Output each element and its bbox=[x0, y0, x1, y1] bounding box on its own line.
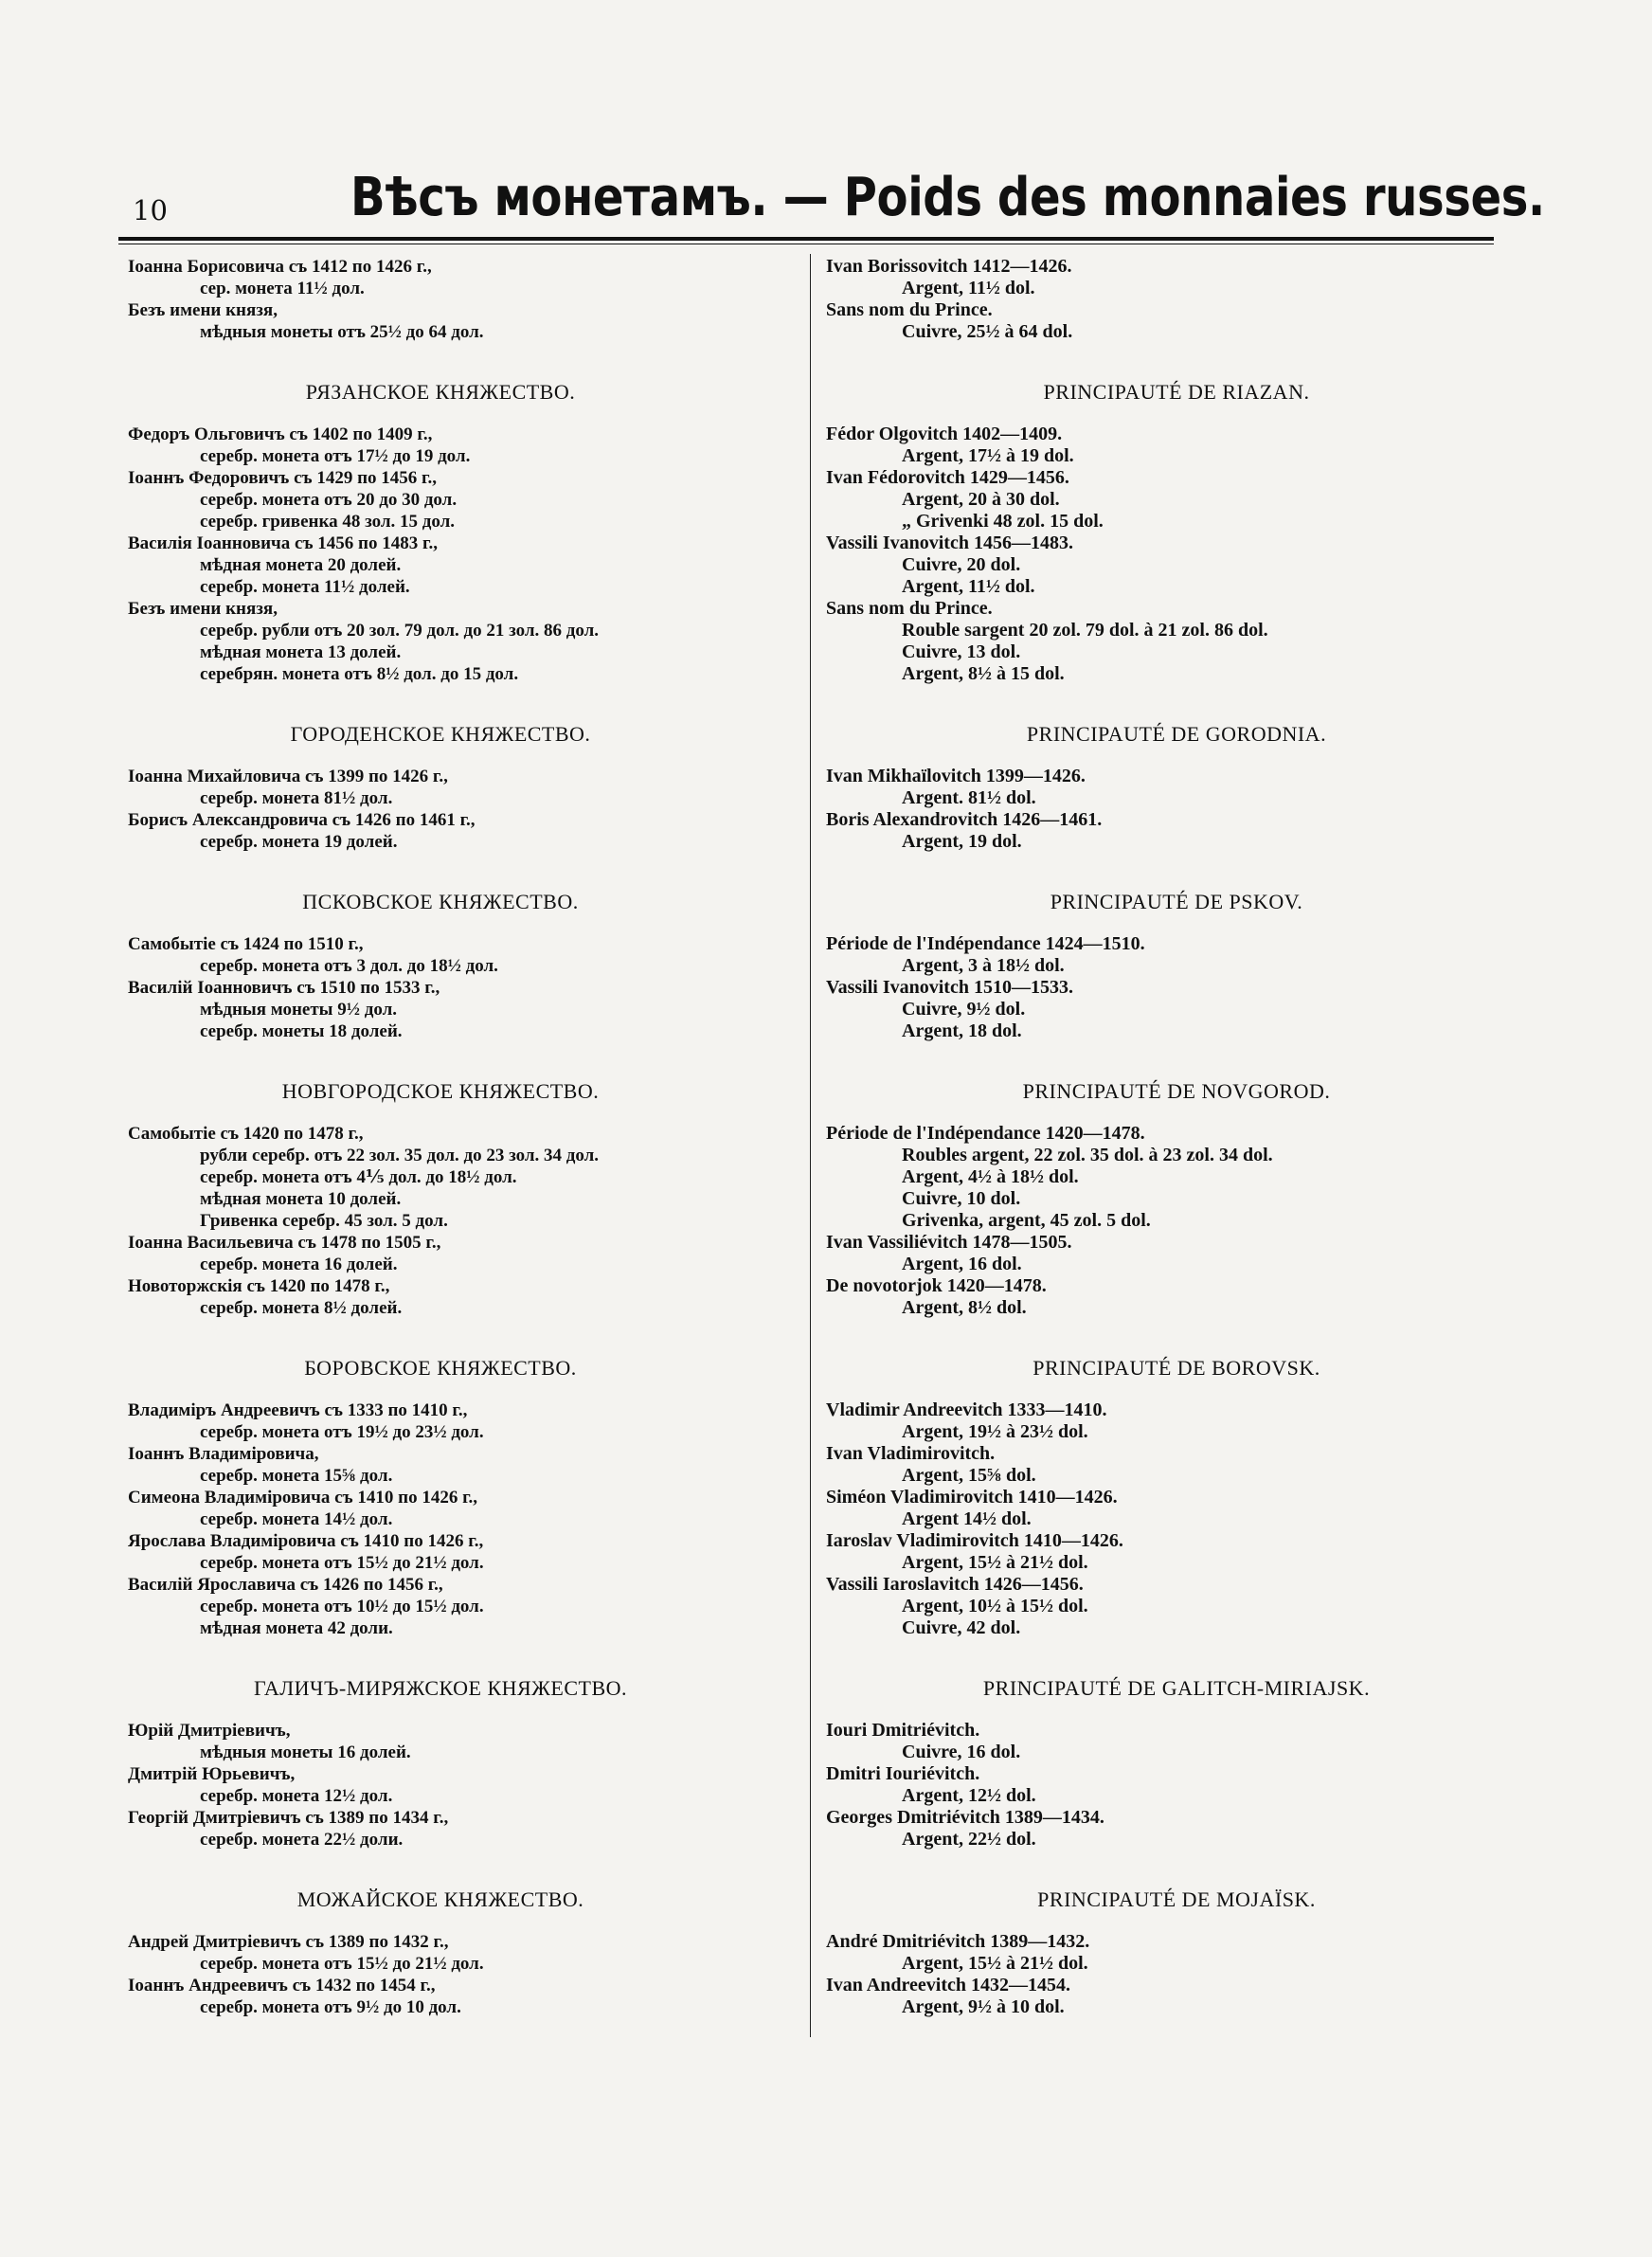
entry-detail: Argent, 19½ à 23½ dol. bbox=[902, 1421, 1088, 1442]
entry-ruler: Ivan Borissovitch 1412—1426. bbox=[826, 256, 1072, 277]
principality-section bbox=[826, 1677, 1470, 1851]
entry-detail: Argent. 81½ dol. bbox=[902, 787, 1036, 808]
intro-block bbox=[826, 256, 1470, 343]
section-heading: БОРОВСКОЕ КНЯЖЕСТВО. bbox=[304, 1356, 577, 1380]
entry-detail: Cuivre, 20 dol. bbox=[902, 554, 1021, 575]
principality-section bbox=[826, 381, 1470, 685]
entry-detail: Cuivre, 9½ dol. bbox=[902, 999, 1026, 1020]
entry-ruler: Ivan Fédorovitch 1429—1456. bbox=[826, 467, 1069, 488]
entry-detail: мѣдная монета 20 долей. bbox=[200, 555, 402, 575]
entry-detail: серебр. гривенка 48 зол. 15 дол. bbox=[200, 512, 456, 532]
entry-detail: серебр. монета 15⅝ дол. bbox=[200, 1466, 393, 1486]
entry-ruler: Безъ имени князя, bbox=[128, 300, 278, 320]
entry-detail: Гривенка серебр. 45 зол. 5 дол. bbox=[200, 1211, 448, 1231]
entry-detail: мѣдныя монеты отъ 25½ до 64 дол. bbox=[200, 322, 484, 342]
intro-block bbox=[128, 256, 791, 343]
entry-ruler: Ivan Vladimirovitch. bbox=[826, 1443, 996, 1464]
principality-section bbox=[826, 723, 1470, 853]
entry-detail: Argent 14½ dol. bbox=[902, 1508, 1032, 1529]
entry-ruler: André Dmitriévitch 1389—1432. bbox=[826, 1931, 1090, 1952]
entry-detail: серебр. монета отъ 3 дол. до 18½ дол. bbox=[200, 956, 498, 976]
entry-detail: серебрян. монета отъ 8½ дол. до 15 дол. bbox=[200, 664, 519, 684]
entry-detail: Cuivre, 16 dol. bbox=[902, 1742, 1021, 1762]
page-title: Вѣсъ монетамъ. — Poids des monnaies russes. bbox=[350, 167, 1545, 228]
entry-detail: мѣдная монета 42 доли. bbox=[200, 1618, 393, 1638]
entry-detail: серебр. монета 8½ долей. bbox=[200, 1298, 403, 1318]
entry-detail: Cuivre, 10 dol. bbox=[902, 1188, 1021, 1209]
entry-detail: серебр. монета 81½ дол. bbox=[200, 788, 393, 808]
entry-detail: Argent, 15⅝ dol. bbox=[902, 1465, 1036, 1486]
principality-section bbox=[128, 1357, 791, 1639]
entry-ruler: Vassili Ivanovitch 1456—1483. bbox=[826, 533, 1073, 553]
entry-ruler: Дмитрій Юрьевичъ, bbox=[128, 1764, 296, 1784]
entry-detail: Argent, 9½ à 10 dol. bbox=[902, 1996, 1065, 2017]
entry-ruler: Іоанна Борисовича съ 1412 по 1426 г., bbox=[128, 257, 432, 277]
entry-ruler: Новоторжскія съ 1420 по 1478 г., bbox=[128, 1276, 390, 1296]
entry-detail: Argent, 12½ dol. bbox=[902, 1785, 1036, 1806]
principality-section bbox=[128, 891, 791, 1042]
entry-detail: мѣдныя монеты 9½ дол. bbox=[200, 1000, 398, 1020]
entry-detail: Argent, 10½ à 15½ dol. bbox=[902, 1596, 1088, 1616]
entry-ruler: Іоаннъ Федоровичъ съ 1429 по 1456 г., bbox=[128, 468, 438, 488]
section-heading: МОЖАЙСКОЕ КНЯЖЕСТВО. bbox=[296, 1887, 584, 1911]
principality-section bbox=[826, 1357, 1470, 1639]
entry-ruler: Vladimir Andreevitch 1333—1410. bbox=[826, 1399, 1107, 1420]
section-heading: ПСКОВСКОЕ КНЯЖЕСТВО. bbox=[302, 890, 579, 913]
entry-ruler: Dmitri Iouriévitch. bbox=[826, 1763, 980, 1784]
entry-ruler: Ярослава Владиміровича съ 1410 по 1426 г., bbox=[128, 1531, 484, 1551]
french-column bbox=[826, 256, 1470, 2018]
entry-ruler: Ivan Andreevitch 1432—1454. bbox=[826, 1975, 1070, 1995]
entry-ruler: Iaroslav Vladimirovitch 1410—1426. bbox=[826, 1530, 1123, 1551]
entry-detail: серебр. монета 19 долей. bbox=[200, 832, 398, 852]
entry-detail: серебр. монета 14½ дол. bbox=[200, 1509, 393, 1529]
entry-detail: Argent, 19 dol. bbox=[902, 831, 1022, 852]
entry-detail: серебр. монета отъ 15½ до 21½ дол. bbox=[200, 1553, 484, 1573]
entry-detail: Argent, 8½ à 15 dol. bbox=[902, 663, 1065, 684]
section-heading: РЯЗАНСКОЕ КНЯЖЕСТВО. bbox=[305, 380, 576, 404]
entry-detail: серебр. монета 11½ долей. bbox=[200, 577, 410, 597]
entry-detail: серебр. монета 22½ доли. bbox=[200, 1830, 404, 1850]
entry-detail: Argent, 17½ à 19 dol. bbox=[902, 445, 1074, 466]
entry-detail: Argent, 22½ dol. bbox=[902, 1829, 1036, 1850]
entry-ruler: Федоръ Ольговичъ съ 1402 по 1409 г., bbox=[128, 424, 433, 444]
entry-ruler: Іоаннъ Владиміровича, bbox=[128, 1444, 319, 1464]
page-number: 10 bbox=[133, 194, 168, 226]
entry-detail: сер. монета 11½ дол. bbox=[200, 279, 365, 298]
entry-detail: серебр. монета отъ 20 до 30 дол. bbox=[200, 490, 458, 510]
entry-detail: Argent, 11½ dol. bbox=[902, 278, 1035, 298]
principality-section bbox=[826, 1888, 1470, 2018]
entry-detail: Argent, 8½ dol. bbox=[902, 1297, 1027, 1318]
entry-ruler: Sans nom du Prince. bbox=[826, 299, 993, 320]
section-heading: ГОРОДЕНСКОЕ КНЯЖЕСТВО. bbox=[290, 722, 591, 746]
entry-ruler: Іоаннъ Андреевичъ съ 1432 по 1454 г., bbox=[128, 1976, 436, 1995]
entry-detail: мѣдная монета 10 долей. bbox=[200, 1189, 402, 1209]
section-heading: PRINCIPAUTÉ DE RIAZAN. bbox=[1043, 380, 1310, 404]
russian-column bbox=[128, 256, 791, 2018]
header-rule bbox=[118, 237, 1494, 244]
entry-ruler: Ivan Mikhaïlovitch 1399—1426. bbox=[826, 766, 1086, 786]
entry-ruler: Андрей Дмитріевичъ съ 1389 по 1432 г., bbox=[128, 1932, 449, 1952]
entry-detail: Cuivre, 13 dol. bbox=[902, 641, 1021, 662]
entry-ruler: Симеона Владиміровича съ 1410 по 1426 г., bbox=[128, 1488, 478, 1508]
entry-detail: серебр. монета отъ 4⅕ дол. до 18½ дол. bbox=[200, 1167, 517, 1187]
principality-section bbox=[826, 1080, 1470, 1319]
entry-detail: Argent, 3 à 18½ dol. bbox=[902, 955, 1065, 976]
entry-ruler: Vassili Iaroslavitch 1426—1456. bbox=[826, 1574, 1084, 1595]
principality-section bbox=[128, 381, 791, 685]
entry-ruler: Iouri Dmitriévitch. bbox=[826, 1720, 980, 1741]
entry-detail: серебр. монета отъ 10½ до 15½ дол. bbox=[200, 1597, 484, 1616]
entry-ruler: De novotorjok 1420—1478. bbox=[826, 1275, 1047, 1296]
entry-ruler: Vassili Ivanovitch 1510—1533. bbox=[826, 977, 1073, 998]
entry-detail: серебр. монета 12½ дол. bbox=[200, 1786, 393, 1806]
entry-ruler: Самобытіе съ 1420 по 1478 г., bbox=[128, 1124, 364, 1144]
entry-detail: Argent, 18 dol. bbox=[902, 1020, 1022, 1041]
entry-detail: Cuivre, 25½ à 64 dol. bbox=[902, 321, 1073, 342]
principality-section bbox=[128, 1080, 791, 1319]
entry-ruler: Юрій Дмитріевичъ, bbox=[128, 1721, 291, 1741]
entry-ruler: Самобытіе съ 1424 по 1510 г., bbox=[128, 934, 364, 954]
entry-ruler: Sans nom du Prince. bbox=[826, 598, 993, 619]
entry-ruler: Siméon Vladimirovitch 1410—1426. bbox=[826, 1487, 1118, 1508]
entry-detail: серебр. монета отъ 17½ до 19 дол. bbox=[200, 446, 471, 466]
entry-ruler: Василій Іоанновичъ съ 1510 по 1533 г., bbox=[128, 978, 440, 998]
entry-detail: серебр. монета 16 долей. bbox=[200, 1255, 398, 1274]
entry-detail: Grivenka, argent, 45 zol. 5 dol. bbox=[902, 1210, 1151, 1231]
entry-ruler: Période de l'Indépendance 1424—1510. bbox=[826, 933, 1145, 954]
entry-ruler: Борисъ Александровича съ 1426 по 1461 г., bbox=[128, 810, 476, 830]
section-heading: PRINCIPAUTÉ DE NOVGOROD. bbox=[1022, 1079, 1331, 1103]
section-heading: НОВГОРОДСКОЕ КНЯЖЕСТВО. bbox=[281, 1079, 600, 1103]
entry-detail: Roubles argent, 22 zol. 35 dol. à 23 zol. 34 dol. bbox=[902, 1145, 1273, 1165]
section-heading: PRINCIPAUTÉ DE GALITCH-MIRIAJSK. bbox=[982, 1676, 1371, 1700]
section-heading: PRINCIPAUTÉ DE BOROVSK. bbox=[1032, 1356, 1320, 1380]
entry-detail: Rouble sargent 20 zol. 79 dol. à 21 zol. 86 dol. bbox=[902, 620, 1268, 641]
entry-ruler: Іоанна Михайловича съ 1399 по 1426 г., bbox=[128, 767, 448, 786]
entry-detail: Argent, 20 à 30 dol. bbox=[902, 489, 1060, 510]
entry-ruler: Fédor Olgovitch 1402—1409. bbox=[826, 424, 1063, 444]
entry-ruler: Période de l'Indépendance 1420—1478. bbox=[826, 1123, 1145, 1144]
entry-detail: серебр. монета отъ 19½ до 23½ дол. bbox=[200, 1422, 484, 1442]
entry-detail: серебр. рубли отъ 20 зол. 79 дол. до 21 зол. 86 дол. bbox=[200, 621, 600, 641]
entry-detail: „ Grivenki 48 zol. 15 dol. bbox=[902, 511, 1104, 532]
entry-ruler: Владиміръ Андреевичъ съ 1333 по 1410 г., bbox=[128, 1400, 468, 1420]
entry-detail: серебр. монета отъ 9½ до 10 дол. bbox=[200, 1997, 461, 2017]
entry-detail: мѣдная монета 13 долей. bbox=[200, 642, 402, 662]
entry-detail: Argent, 16 dol. bbox=[902, 1254, 1022, 1274]
entry-detail: серебр. монета отъ 15½ до 21½ дол. bbox=[200, 1954, 484, 1974]
entry-ruler: Ivan Vassiliévitch 1478—1505. bbox=[826, 1232, 1072, 1253]
principality-section bbox=[128, 1888, 791, 2018]
entry-detail: серебр. монеты 18 долей. bbox=[200, 1021, 403, 1041]
entry-ruler: Іоанна Васильевича съ 1478 по 1505 г., bbox=[128, 1233, 441, 1253]
entry-ruler: Василій Ярославича съ 1426 по 1456 г., bbox=[128, 1575, 443, 1595]
entry-detail: Argent, 15½ à 21½ dol. bbox=[902, 1953, 1088, 1974]
principality-section bbox=[826, 891, 1470, 1042]
entry-ruler: Georges Dmitriévitch 1389—1434. bbox=[826, 1807, 1104, 1828]
entry-ruler: Boris Alexandrovitch 1426—1461. bbox=[826, 809, 1103, 830]
section-heading: PRINCIPAUTÉ DE GORODNIA. bbox=[1026, 722, 1327, 746]
entry-detail: Argent, 4½ à 18½ dol. bbox=[902, 1166, 1079, 1187]
principality-section bbox=[128, 1677, 791, 1851]
column-divider bbox=[810, 254, 811, 2037]
entry-detail: Cuivre, 42 dol. bbox=[902, 1617, 1021, 1638]
entry-ruler: Безъ имени князя, bbox=[128, 599, 278, 619]
entry-ruler: Василія Іоанновича съ 1456 по 1483 г., bbox=[128, 533, 438, 553]
principality-section bbox=[128, 723, 791, 853]
section-heading: ГАЛИЧЪ-МИРЯЖСКОЕ КНЯЖЕСТВО. bbox=[254, 1676, 627, 1700]
entry-detail: Argent, 11½ dol. bbox=[902, 576, 1035, 597]
entry-detail: Argent, 15½ à 21½ dol. bbox=[902, 1552, 1088, 1573]
entry-ruler: Георгій Дмитріевичъ съ 1389 по 1434 г., bbox=[128, 1808, 449, 1828]
section-heading: PRINCIPAUTÉ DE MOJAÏSK. bbox=[1037, 1887, 1316, 1911]
entry-detail: мѣдныя монеты 16 долей. bbox=[200, 1742, 411, 1762]
section-heading: PRINCIPAUTÉ DE PSKOV. bbox=[1050, 890, 1303, 913]
entry-detail: рубли серебр. отъ 22 зол. 35 дол. до 23 зол. 34 дол. bbox=[200, 1146, 600, 1165]
